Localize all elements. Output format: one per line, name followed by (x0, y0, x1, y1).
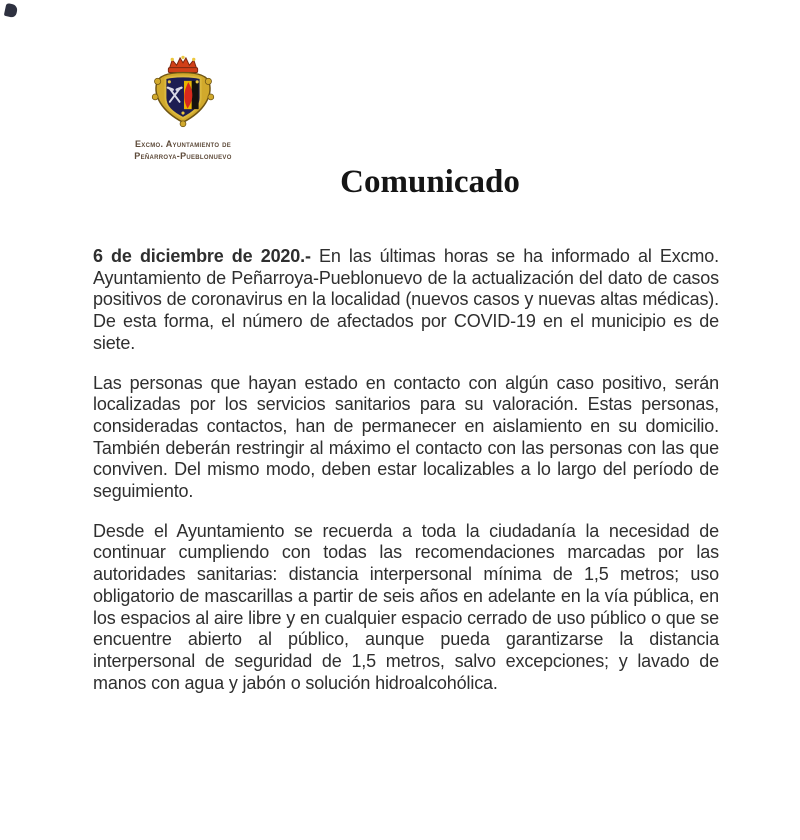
municipal-logo (113, 54, 253, 162)
black-pale (192, 81, 199, 109)
paragraph-date-intro (93, 246, 719, 355)
scan-artifact (4, 3, 18, 18)
paragraph-contacts: Las personas que hayan estado en contacto con algún caso positivo, serán localizadas por los servicios sanitarios para su valoración. Estas personas, consideradas contactos, han de permanecer en aislamiento en su domicilio. También deberán restringir al máximo el contacto con las personas con las que conviven. Del mismo modo, deben estar localizables a lo largo del período de seguimiento. (93, 372, 719, 502)
date-lead: 6 de diciembre de 2020.- (93, 246, 311, 266)
paragraph-text: En las últimas horas se ha informado al Excmo. Ayuntamiento de Peñarroya-Pueblonuevo de la actualización del dato de casos positivos de coronavirus en la localidad (nuevos casos y nuevas altas médicas). De esta forma, el número de afectados por COVID-19 en el municipio es de siete. (93, 246, 719, 353)
logo-caption-line-2: Peñarroya-Pueblonuevo (134, 150, 232, 161)
page-title: Comunicado (340, 164, 520, 200)
document-body (93, 246, 719, 712)
field-dot (196, 80, 199, 83)
field-dot (168, 80, 171, 83)
paragraph-recommendations: Desde el Ayuntamiento se recuerda a toda la ciudadanía la necesidad de continuar cumpliendo con todas las recomendaciones marcadas por las autoridades sanitarias: distancia interpersonal mínima de 1,5 metros; uso obligatorio de mascarillas a partir de seis años en adelante en la vía pública, en los espacios al aire libre y en cualquier espacio cerrado de uso público o que se encuentre abierto al público, aunque pueda garantizarse la distancia interpersonal de seguridad de 1,5 metros, salvo excepciones; y lavado de manos con agua y jabón o solución hidroalcohólica. (93, 520, 719, 693)
field-dot (181, 111, 184, 114)
logo-caption-line-1: Excmo. Ayuntamiento de (134, 139, 232, 149)
municipal-coat-of-arms-icon (139, 54, 227, 136)
logo-caption (113, 139, 253, 162)
